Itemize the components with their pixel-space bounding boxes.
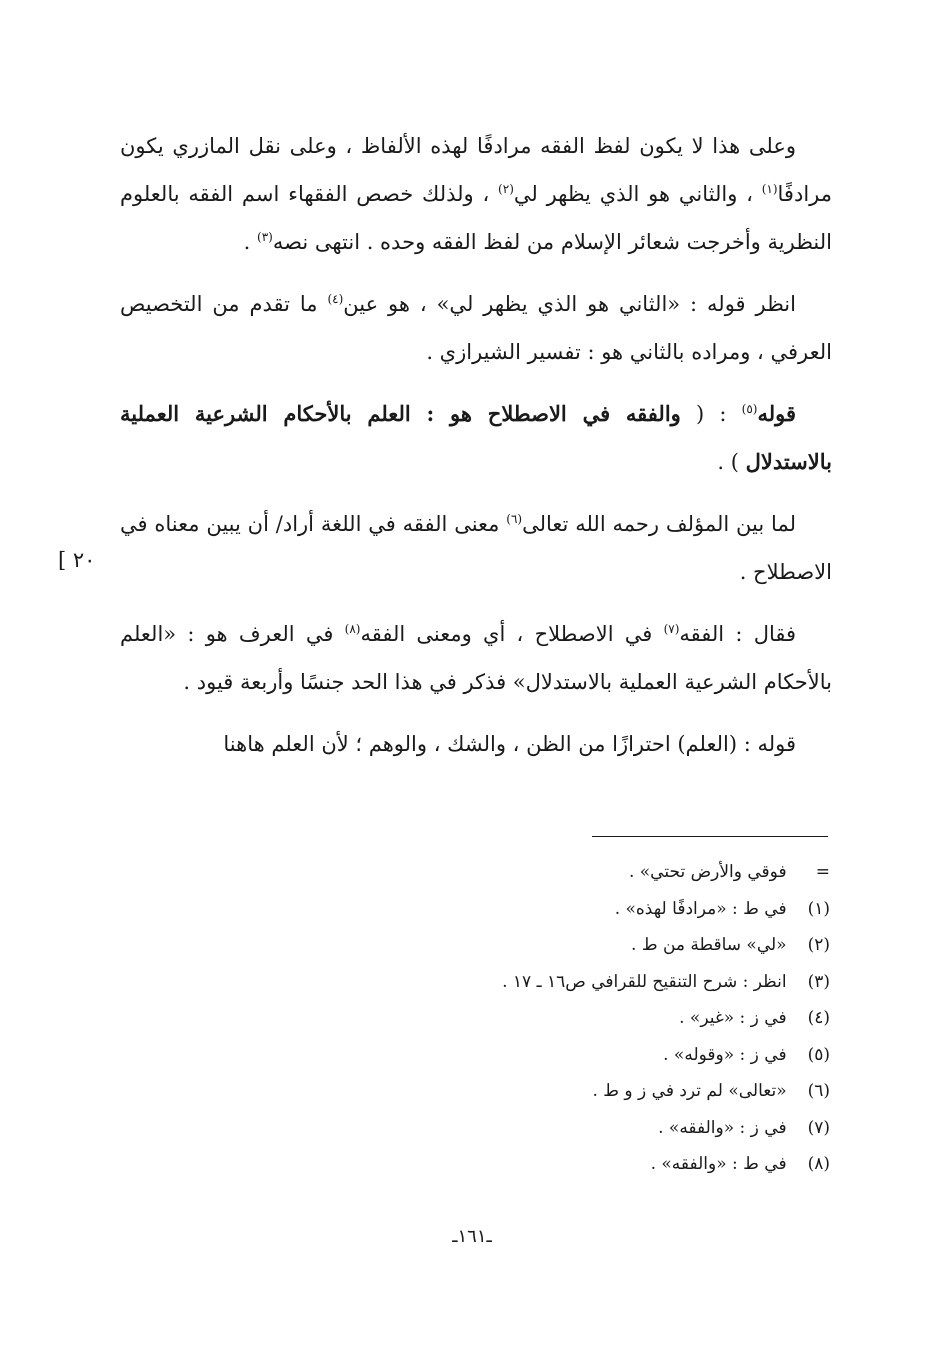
footnote-number: = bbox=[815, 862, 830, 882]
manuscript-folio-marker: [ ٢٠ bbox=[58, 548, 96, 572]
footnote-item bbox=[300, 1110, 830, 1147]
footnote-number: (٢) bbox=[807, 935, 830, 955]
footnote-number: (٨) bbox=[807, 1154, 830, 1174]
text-run: في الاصطلاح ، أي ومعنى الفقه bbox=[360, 622, 664, 646]
footnote-ref: (١) bbox=[761, 182, 778, 196]
text-run: قوله : (العلم) احترازًا من الظن ، والشك ، والوهم ؛ لأن العلم هاهنا bbox=[223, 732, 796, 756]
footnote-text: في ز : «غير» . bbox=[679, 1008, 787, 1028]
footnote-text: في ط : «والفقه» . bbox=[650, 1154, 787, 1174]
footnote-item bbox=[300, 1146, 830, 1183]
text-run: . bbox=[243, 230, 258, 254]
text-run: ، ولذلك خصص الفقهاء اسم الفقه بالعلوم النظرية وأخرجت شعائر الإسلام من لفظ الفقه وحده . انتهى نصه bbox=[120, 182, 832, 254]
footnote-ref: (٢) bbox=[498, 182, 514, 196]
footnote-item bbox=[300, 1037, 830, 1074]
footnote-text: فوقي والأرض تحتي» . bbox=[628, 862, 787, 882]
bold-text-run: قوله bbox=[757, 401, 796, 426]
text-run: ) . bbox=[717, 450, 746, 474]
text-run: فقال : الفقه bbox=[679, 622, 797, 646]
text-run: وعلى هذا لا يكون لفظ الفقه مرادفًا لهذه الألفاظ ، وعلى نقل المازري يكون مرادفًا bbox=[120, 134, 832, 206]
page-number: ـ١٦١ـ bbox=[452, 1226, 492, 1247]
main-text bbox=[120, 122, 832, 782]
footnote-text: في ط : «مرادفًا لهذه» . bbox=[614, 898, 787, 919]
footnote-item bbox=[300, 1000, 830, 1037]
paragraph bbox=[120, 122, 832, 266]
footnote-item bbox=[300, 854, 830, 891]
footnote-text: في ز : «والفقه» . bbox=[658, 1117, 787, 1138]
footnote-item bbox=[300, 927, 830, 964]
footnote-ref: (٥) bbox=[741, 402, 758, 416]
text-run: ما تقدم من التخصيص العرفي ، ومراده بالثاني هو : تفسير الشيرازي . bbox=[120, 292, 832, 364]
footnote-item bbox=[300, 964, 830, 1001]
footnote-number: (٧) bbox=[807, 1117, 830, 1138]
footnotes bbox=[300, 854, 830, 1183]
footnote-number: (١) bbox=[807, 898, 830, 919]
footnote-ref: (٦) bbox=[506, 512, 523, 526]
text-run: في العرف هو : «العلم بالأحكام الشرعية العملية بالاستدلال» فذكر في هذا الحد جنسًا وأربعة قيود . bbox=[120, 622, 832, 694]
paragraph bbox=[120, 500, 832, 596]
footnote-divider bbox=[592, 836, 828, 837]
footnote-ref: (٣) bbox=[257, 230, 273, 244]
footnote-text: في ز : «وقوله» . bbox=[663, 1044, 787, 1065]
footnote-text: «تعالى» لم ترد في ز و ط . bbox=[592, 1081, 787, 1101]
footnote-item bbox=[300, 1073, 830, 1110]
paragraph bbox=[120, 390, 832, 486]
footnote-number: (٤) bbox=[807, 1008, 830, 1028]
footnote-ref: (٤) bbox=[327, 292, 344, 306]
paragraph bbox=[120, 610, 832, 706]
footnote-text: انظر : شرح التنقيح للقرافي ص١٦ ـ ١٧ . bbox=[502, 971, 787, 992]
text-run: معنى الفقه في اللغة أراد/ أن يبين معناه في الاصطلاح . bbox=[120, 512, 832, 584]
text-run: انظر قوله : «الثاني هو الذي يظهر لي» ، هو عين bbox=[343, 292, 796, 316]
footnote-text: «لي» ساقطة من ط . bbox=[631, 935, 787, 955]
footnote-ref: (٨) bbox=[344, 622, 361, 636]
footnote-item bbox=[300, 891, 830, 928]
paragraph bbox=[120, 280, 832, 376]
footnote-ref: (٧) bbox=[663, 622, 680, 636]
footnote-number: (٦) bbox=[807, 1081, 830, 1101]
paragraph bbox=[120, 720, 832, 768]
text-run: لما بين المؤلف رحمه الله تعالى bbox=[522, 512, 796, 536]
bold-text-run: والفقه في الاصطلاح هو : العلم بالأحكام الشرعية العملية بالاستدلال bbox=[120, 401, 832, 474]
footnote-number: (٣) bbox=[807, 971, 830, 992]
text-run: ، والثاني هو الذي يظهر لي bbox=[513, 182, 762, 206]
text-run: : ( bbox=[680, 402, 742, 426]
footnote-number: (٥) bbox=[807, 1044, 830, 1065]
